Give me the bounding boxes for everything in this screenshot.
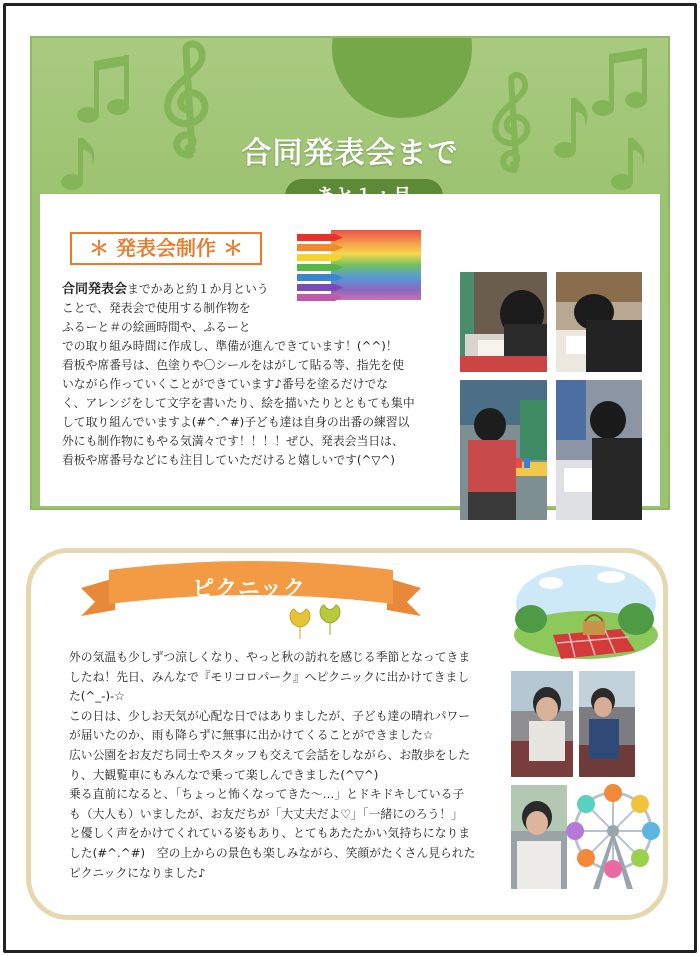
text-line: が届いたのか、雨も降らずに無事に出かけてくることができました☆: [69, 728, 434, 743]
production-description: [62, 280, 442, 470]
text-line: いながら作っていくことができています♪番号を塗るだけでな: [62, 377, 389, 391]
photo-child-drawing-2: [556, 272, 642, 372]
text-line: したね！先日、みんなで『モリコロパーク』へピクニックに出かけてきまし: [69, 669, 470, 684]
section-banner: [32, 38, 668, 194]
text-line: した(#^.^#) 空の上からの景色も楽しみながら、笑顔がたくさん見られた: [69, 845, 476, 860]
section-title: 合同発表会まで: [241, 136, 459, 171]
text-line: と優しく声をかけてくれている姿もあり、とてもあたたかい気持ちになりま: [69, 826, 471, 841]
text-line: 外の気温も少しずつ涼しくなり、やっと秋の訪れを感じる季節となってきま: [69, 650, 471, 664]
picnic-title: ピクニック: [192, 577, 306, 602]
music-note-icon: [587, 46, 662, 126]
section-content: [40, 194, 660, 506]
text-line: して取り組んでいますよ(#^.^#)子ども達は自身の出番の練習以: [62, 415, 410, 429]
text-line: ピクニックになりました♪: [69, 865, 206, 880]
photo-picnic-kids-1: [511, 671, 573, 777]
text-line-part: までかあと約１か月という: [127, 282, 269, 296]
ferris-wheel-illustration: [561, 781, 666, 891]
text-line: ふるーと＃の絵画時間や、ふるーと: [62, 320, 251, 334]
photo-child-drawing-4: [556, 380, 642, 520]
lead-text: 合同発表会: [62, 282, 128, 297]
text-line: く、アレンジをして文字を書いたり、絵を描いたりとともても集中: [62, 396, 415, 410]
banner-circle: [332, 38, 472, 118]
topic-label: ＊ 発表会制作 ＊: [70, 232, 262, 265]
text-line: 乗る直前になると、「ちょっと怖くなってきた～…」とドキドキしている子: [69, 787, 465, 802]
text-line: での取り組み時間に作成し、準備が進んできています！(^^)！: [62, 339, 398, 353]
photo-picnic-kids-3: [511, 785, 567, 889]
text-line: 外にも制作物にもやる気満々です！！！！ぜひ、発表会当日は、: [62, 434, 404, 448]
ginkgo-leaf-icon: [286, 603, 346, 643]
text-line: [62, 280, 302, 299]
picnic-ribbon: [81, 558, 421, 618]
text-line: ことで、発表会で使用する制作物を: [62, 301, 251, 315]
picnic-description: [69, 648, 519, 883]
photo-picnic-kids-2: [579, 671, 635, 777]
text-line: た(^_-)-☆: [69, 689, 125, 704]
presentation-section: [30, 36, 670, 510]
text-line: 看板や席番号は、色塗りや〇シールをはがして貼る等、指先を使: [62, 358, 404, 372]
text-line: 広い公園をお友だち同士やスタッフも交えて会話をしながら、お散歩をした: [69, 747, 471, 762]
text-line: この日は、少しお天気が心配な日ではありましたが、子ども達の晴れパワー: [69, 708, 471, 723]
music-note-icon: [72, 53, 142, 133]
picnic-illustration: [511, 563, 661, 668]
picnic-section: [26, 548, 668, 920]
text-line: 看板や席番号などにも注目していただけると嬉しいです(^▽^): [62, 453, 395, 467]
text-line: も（大人も）いましたが、お友だちが「大丈夫だよ♡」「一緒にのろう！」: [69, 806, 463, 821]
photo-child-drawing-1: [460, 272, 547, 372]
photo-child-drawing-3: [460, 380, 547, 520]
text-line: り、大観覧車にもみんなで乗って楽しんできました(^▽^): [69, 767, 379, 782]
